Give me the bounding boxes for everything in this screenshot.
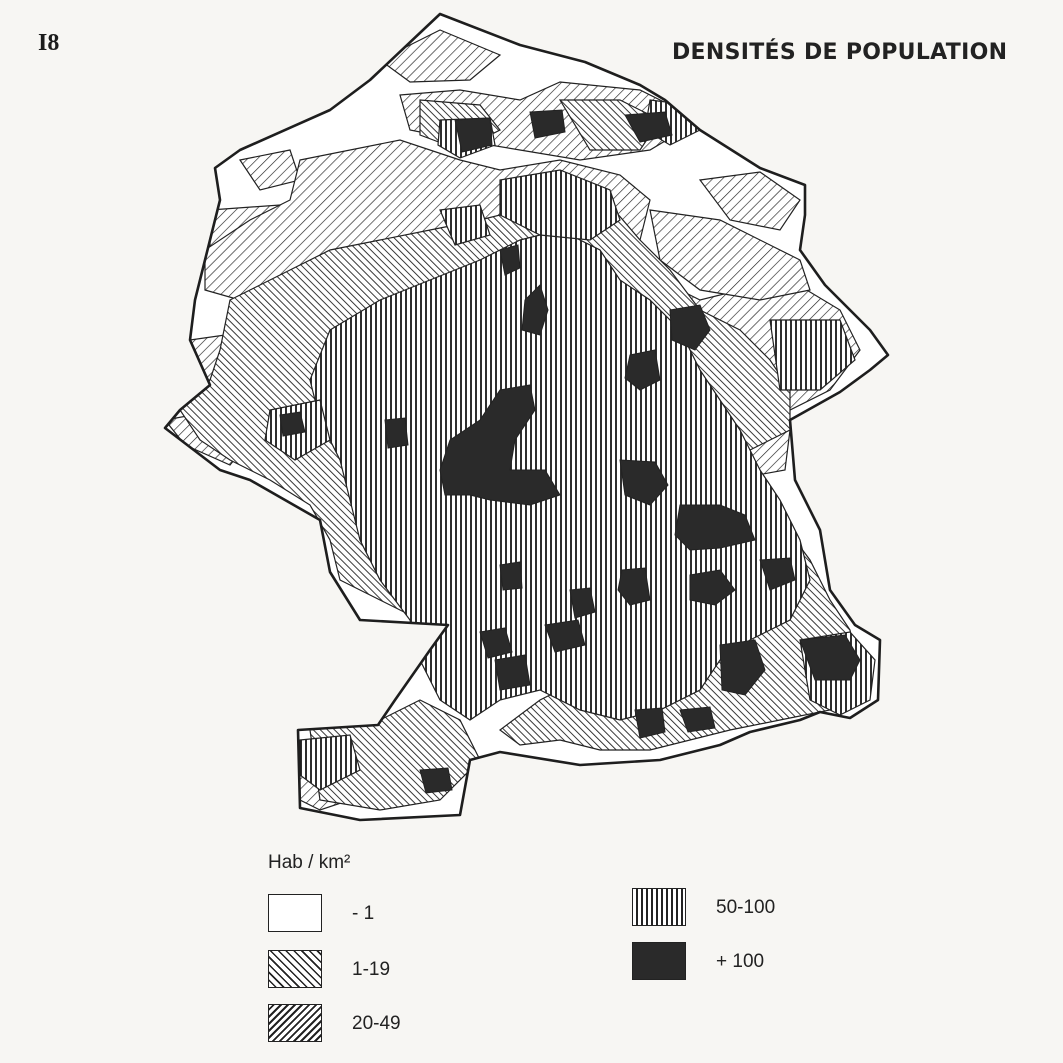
legend-swatch-white [268,894,322,932]
map-title: DENSITÉS DE POPULATION [672,40,1008,65]
legend-label: 1-19 [352,959,391,980]
legend-unit-label: Hab / km² [268,852,351,873]
legend-label: - 1 [352,903,375,924]
legend-swatch-solid [632,942,686,980]
legend-swatch-medium-hatch [268,1004,322,1042]
legend-swatch-vertical-hatch [632,888,686,926]
legend-label: + 100 [716,951,765,972]
legend-swatch-light-hatch [268,950,322,988]
legend-label: 50-100 [716,897,776,918]
plate-number: I8 [38,30,60,56]
legend-label: 20-49 [352,1013,401,1034]
